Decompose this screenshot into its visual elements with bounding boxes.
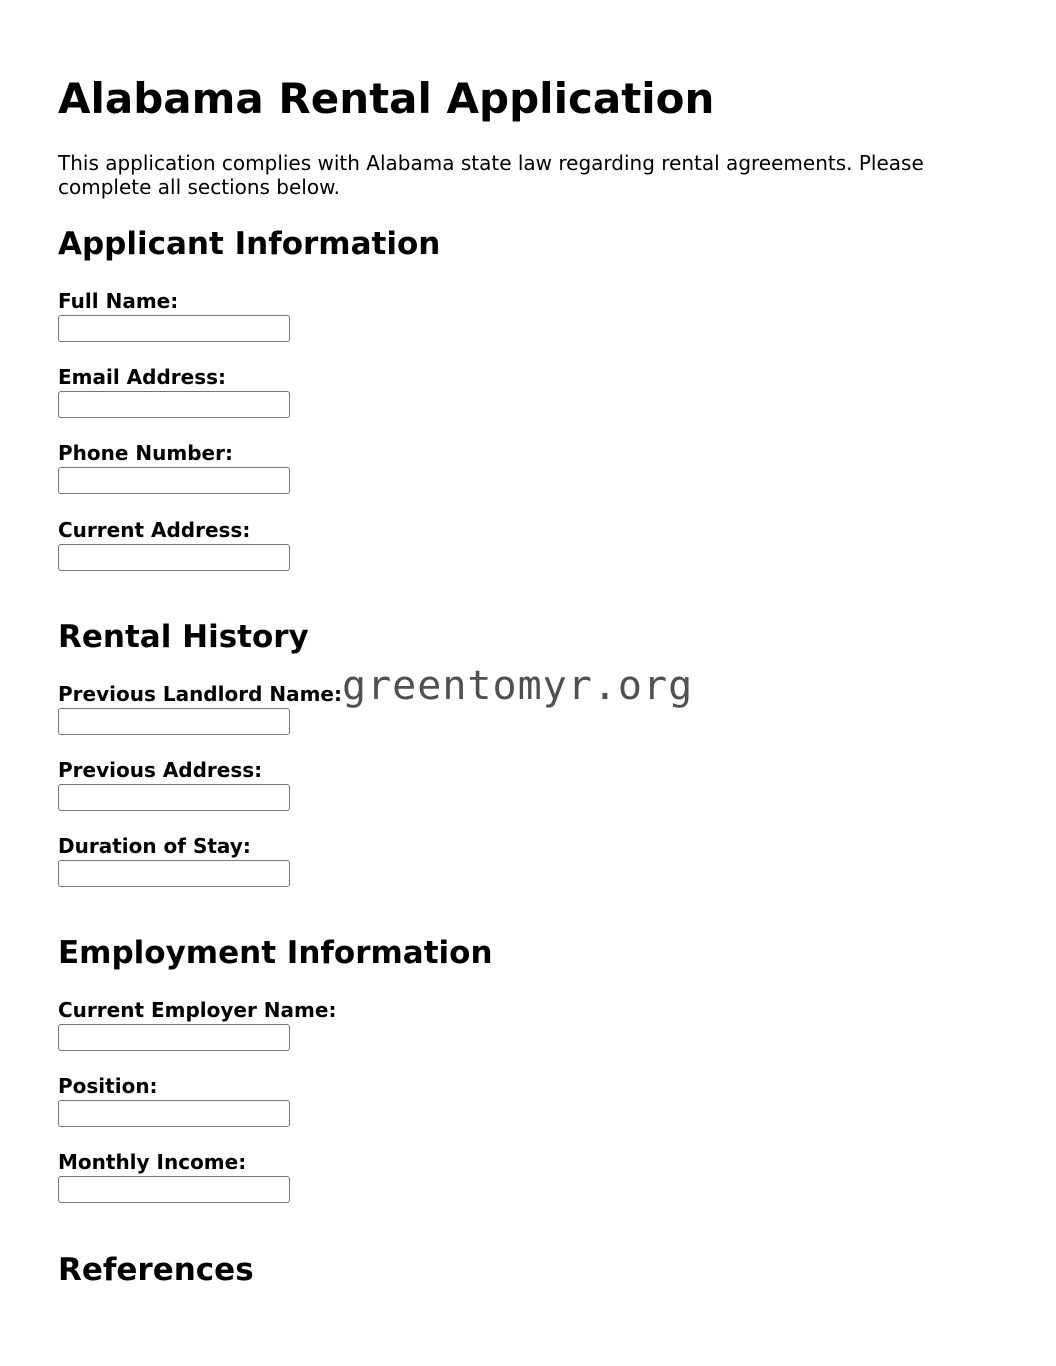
phone-number-field — [58, 441, 290, 494]
duration-of-stay-label: Duration of Stay: — [58, 834, 251, 858]
section-heading-applicant: Applicant Information — [58, 226, 441, 262]
previous-address-field — [58, 758, 290, 811]
previous-address-input[interactable] — [58, 784, 290, 811]
monthly-income-field — [58, 1150, 290, 1203]
previous-landlord-input[interactable] — [58, 708, 290, 735]
email-address-label: Email Address: — [58, 365, 227, 389]
previous-landlord-field — [58, 682, 342, 735]
position-input[interactable] — [58, 1100, 290, 1127]
current-address-field — [58, 518, 290, 571]
position-label: Position: — [58, 1074, 158, 1098]
email-address-input[interactable] — [58, 391, 290, 418]
monthly-income-input[interactable] — [58, 1176, 290, 1203]
position-field — [58, 1074, 290, 1127]
section-heading-rental-history: Rental History — [58, 619, 309, 655]
phone-number-label: Phone Number: — [58, 441, 233, 465]
intro-text: This application complies with Alabama state law regarding rental agreements. Please complete all sections below. — [58, 151, 924, 199]
full-name-label: Full Name: — [58, 289, 179, 313]
current-address-label: Current Address: — [58, 518, 251, 542]
previous-address-label: Previous Address: — [58, 758, 263, 782]
current-employer-label: Current Employer Name: — [58, 998, 337, 1022]
references-section — [58, 1252, 998, 1288]
full-name-input[interactable] — [58, 315, 290, 342]
email-address-field — [58, 365, 290, 418]
page-title: Alabama Rental Application — [58, 74, 715, 123]
current-employer-input[interactable] — [58, 1024, 290, 1051]
previous-landlord-label: Previous Landlord Name: — [58, 682, 342, 706]
duration-of-stay-field — [58, 834, 290, 887]
section-heading-references: References — [58, 1252, 254, 1288]
current-address-input[interactable] — [58, 544, 290, 571]
section-heading-employment: Employment Information — [58, 935, 493, 971]
applicant-information-section — [58, 226, 998, 542]
full-name-field — [58, 289, 290, 342]
duration-of-stay-input[interactable] — [58, 860, 290, 887]
watermark-text: greentomyr.org — [342, 663, 694, 709]
phone-number-input[interactable] — [58, 467, 290, 494]
employment-information-section — [58, 935, 998, 1174]
current-employer-field — [58, 998, 336, 1051]
monthly-income-label: Monthly Income: — [58, 1150, 247, 1174]
